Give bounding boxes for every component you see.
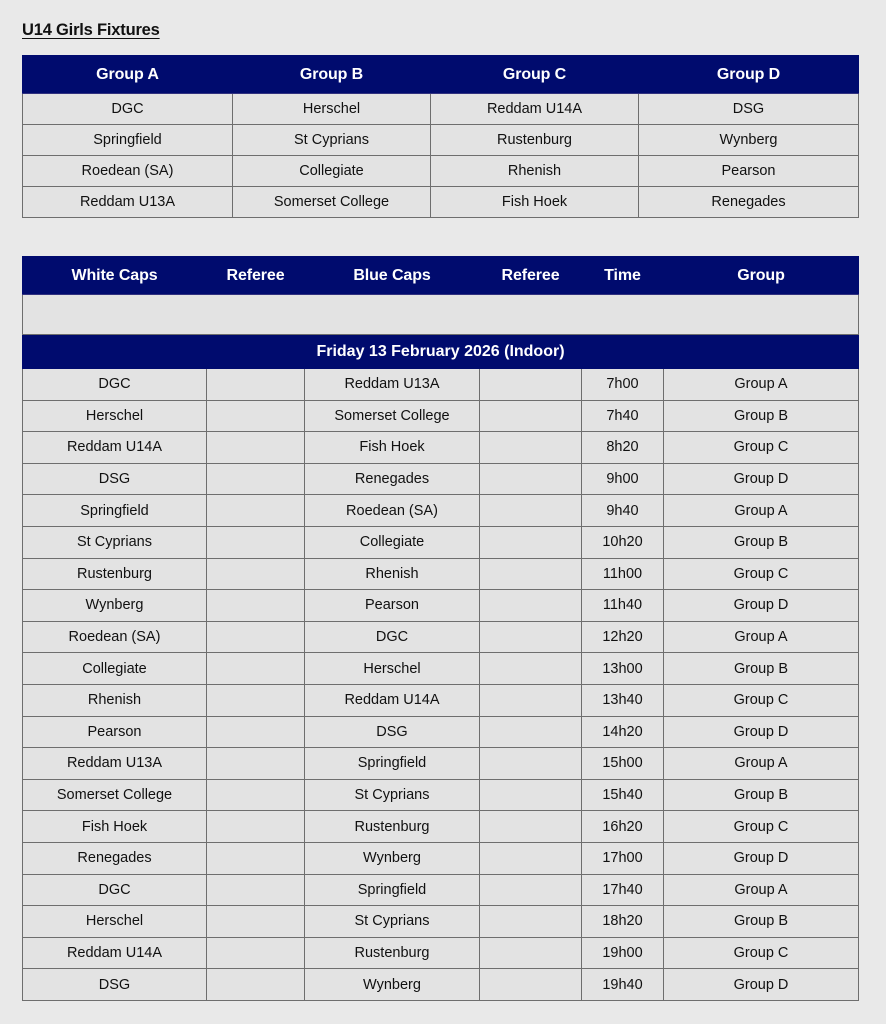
- blue-caps-cell: Springfield: [305, 874, 480, 906]
- schedule-header-time: Time: [582, 257, 664, 295]
- referee-cell[interactable]: [207, 937, 305, 969]
- blue-caps-cell: Pearson: [305, 590, 480, 622]
- referee-cell[interactable]: [480, 653, 582, 685]
- group-cell: Group A: [664, 748, 859, 780]
- date-banner-row: [23, 335, 859, 369]
- referee-cell[interactable]: [480, 842, 582, 874]
- referee-cell[interactable]: [207, 653, 305, 685]
- group-cell: Group B: [664, 526, 859, 558]
- referee-cell[interactable]: [480, 369, 582, 401]
- white-caps-cell: Renegades: [23, 842, 207, 874]
- white-caps-cell: Pearson: [23, 716, 207, 748]
- referee-cell[interactable]: [480, 621, 582, 653]
- groups-team-cell: Herschel: [233, 94, 431, 125]
- groups-table-row: [23, 125, 859, 156]
- white-caps-cell: Reddam U14A: [23, 432, 207, 464]
- blue-caps-cell: Roedean (SA): [305, 495, 480, 527]
- referee-cell[interactable]: [207, 590, 305, 622]
- time-cell: 17h00: [582, 842, 664, 874]
- schedule-header-blue-caps: Blue Caps: [305, 257, 480, 295]
- groups-header-b: Group B: [233, 56, 431, 94]
- referee-cell[interactable]: [480, 400, 582, 432]
- blue-caps-cell: Reddam U14A: [305, 684, 480, 716]
- time-cell: 11h00: [582, 558, 664, 590]
- blue-caps-cell: Rhenish: [305, 558, 480, 590]
- group-cell: Group B: [664, 653, 859, 685]
- white-caps-cell: Rhenish: [23, 684, 207, 716]
- blue-caps-cell: Herschel: [305, 653, 480, 685]
- referee-cell[interactable]: [207, 842, 305, 874]
- white-caps-cell: Fish Hoek: [23, 811, 207, 843]
- schedule-table-row: [23, 716, 859, 748]
- schedule-table-row: [23, 621, 859, 653]
- white-caps-cell: Roedean (SA): [23, 621, 207, 653]
- white-caps-cell: Reddam U13A: [23, 748, 207, 780]
- referee-cell[interactable]: [207, 526, 305, 558]
- white-caps-cell: Reddam U14A: [23, 937, 207, 969]
- referee-cell[interactable]: [207, 969, 305, 1001]
- blue-caps-cell: Collegiate: [305, 526, 480, 558]
- spacer-row: [23, 295, 859, 335]
- referee-cell[interactable]: [480, 779, 582, 811]
- blue-caps-cell: DSG: [305, 716, 480, 748]
- referee-cell[interactable]: [480, 684, 582, 716]
- groups-table-row: [23, 187, 859, 218]
- referee-cell[interactable]: [207, 495, 305, 527]
- schedule-header-row: [23, 257, 859, 295]
- schedule-table-row: [23, 937, 859, 969]
- referee-cell[interactable]: [480, 716, 582, 748]
- groups-table-header: [23, 56, 859, 94]
- schedule-header-referee-2: Referee: [480, 257, 582, 295]
- schedule-table-row: [23, 463, 859, 495]
- white-caps-cell: Springfield: [23, 495, 207, 527]
- blue-caps-cell: Somerset College: [305, 400, 480, 432]
- time-cell: 15h00: [582, 748, 664, 780]
- groups-header-row: [23, 56, 859, 94]
- blue-caps-cell: Renegades: [305, 463, 480, 495]
- referee-cell[interactable]: [480, 590, 582, 622]
- schedule-table-header: [23, 257, 859, 295]
- white-caps-cell: Collegiate: [23, 653, 207, 685]
- referee-cell[interactable]: [207, 684, 305, 716]
- time-cell: 15h40: [582, 779, 664, 811]
- groups-team-cell: Reddam U13A: [23, 187, 233, 218]
- spacer-cell: [23, 295, 859, 335]
- groups-team-cell: Rhenish: [431, 156, 639, 187]
- referee-cell[interactable]: [207, 874, 305, 906]
- time-cell: 16h20: [582, 811, 664, 843]
- blue-caps-cell: Fish Hoek: [305, 432, 480, 464]
- white-caps-cell: St Cyprians: [23, 526, 207, 558]
- schedule-table-row: [23, 684, 859, 716]
- time-cell: 13h40: [582, 684, 664, 716]
- time-cell: 19h40: [582, 969, 664, 1001]
- schedule-table-row: [23, 653, 859, 685]
- blue-caps-cell: Springfield: [305, 748, 480, 780]
- group-cell: Group D: [664, 969, 859, 1001]
- groups-team-cell: St Cyprians: [233, 125, 431, 156]
- group-cell: Group A: [664, 621, 859, 653]
- white-caps-cell: DSG: [23, 969, 207, 1001]
- group-cell: Group C: [664, 811, 859, 843]
- schedule-table-row: [23, 495, 859, 527]
- time-cell: 13h00: [582, 653, 664, 685]
- schedule-table-row: [23, 969, 859, 1001]
- referee-cell[interactable]: [207, 369, 305, 401]
- groups-team-cell: Fish Hoek: [431, 187, 639, 218]
- referee-cell[interactable]: [480, 495, 582, 527]
- group-cell: Group C: [664, 432, 859, 464]
- time-cell: 7h40: [582, 400, 664, 432]
- white-caps-cell: Herschel: [23, 400, 207, 432]
- schedule-table-row: [23, 779, 859, 811]
- referee-cell[interactable]: [207, 463, 305, 495]
- white-caps-cell: DGC: [23, 369, 207, 401]
- time-cell: 7h00: [582, 369, 664, 401]
- referee-cell[interactable]: [480, 526, 582, 558]
- schedule-table-row: [23, 842, 859, 874]
- referee-cell[interactable]: [480, 969, 582, 1001]
- groups-team-cell: Wynberg: [639, 125, 859, 156]
- blue-caps-cell: St Cyprians: [305, 906, 480, 938]
- referee-cell[interactable]: [207, 779, 305, 811]
- schedule-table-row: [23, 432, 859, 464]
- groups-team-cell: Reddam U14A: [431, 94, 639, 125]
- white-caps-cell: Somerset College: [23, 779, 207, 811]
- group-cell: Group C: [664, 558, 859, 590]
- referee-cell[interactable]: [480, 748, 582, 780]
- time-cell: 14h20: [582, 716, 664, 748]
- schedule-table-row: [23, 526, 859, 558]
- time-cell: 11h40: [582, 590, 664, 622]
- groups-header-a: Group A: [23, 56, 233, 94]
- group-cell: Group D: [664, 716, 859, 748]
- groups-header-c: Group C: [431, 56, 639, 94]
- groups-team-cell: DGC: [23, 94, 233, 125]
- groups-team-cell: Pearson: [639, 156, 859, 187]
- schedule-header-white-caps: White Caps: [23, 257, 207, 295]
- schedule-table-row: [23, 400, 859, 432]
- group-cell: Group A: [664, 495, 859, 527]
- group-cell: Group D: [664, 590, 859, 622]
- referee-cell[interactable]: [207, 811, 305, 843]
- time-cell: 8h20: [582, 432, 664, 464]
- referee-cell[interactable]: [480, 432, 582, 464]
- referee-cell[interactable]: [207, 716, 305, 748]
- group-cell: Group A: [664, 369, 859, 401]
- time-cell: 10h20: [582, 526, 664, 558]
- schedule-table-row: [23, 874, 859, 906]
- groups-table: [22, 55, 859, 218]
- schedule-header-group: Group: [664, 257, 859, 295]
- schedule-table-row: [23, 811, 859, 843]
- schedule-table-body: [23, 295, 859, 369]
- schedule-header-referee-1: Referee: [207, 257, 305, 295]
- groups-team-cell: Renegades: [639, 187, 859, 218]
- group-cell: Group B: [664, 779, 859, 811]
- time-cell: 19h00: [582, 937, 664, 969]
- group-cell: Group D: [664, 463, 859, 495]
- white-caps-cell: Wynberg: [23, 590, 207, 622]
- groups-team-cell: Somerset College: [233, 187, 431, 218]
- group-cell: Group C: [664, 684, 859, 716]
- schedule-match-rows: [23, 369, 859, 1001]
- schedule-table: [22, 256, 859, 1001]
- referee-cell[interactable]: [480, 874, 582, 906]
- blue-caps-cell: Rustenburg: [305, 937, 480, 969]
- referee-cell[interactable]: [207, 432, 305, 464]
- date-banner: Friday 13 February 2026 (Indoor): [23, 335, 859, 369]
- referee-cell[interactable]: [480, 558, 582, 590]
- white-caps-cell: DSG: [23, 463, 207, 495]
- blue-caps-cell: Wynberg: [305, 842, 480, 874]
- referee-cell[interactable]: [207, 621, 305, 653]
- time-cell: 12h20: [582, 621, 664, 653]
- referee-cell[interactable]: [207, 748, 305, 780]
- referee-cell[interactable]: [480, 463, 582, 495]
- group-cell: Group A: [664, 874, 859, 906]
- groups-table-row: [23, 94, 859, 125]
- referee-cell[interactable]: [207, 906, 305, 938]
- schedule-table-row: [23, 906, 859, 938]
- group-cell: Group D: [664, 842, 859, 874]
- referee-cell[interactable]: [480, 811, 582, 843]
- referee-cell[interactable]: [480, 906, 582, 938]
- time-cell: 18h20: [582, 906, 664, 938]
- schedule-table-row: [23, 558, 859, 590]
- referee-cell[interactable]: [480, 937, 582, 969]
- groups-header-d: Group D: [639, 56, 859, 94]
- blue-caps-cell: Wynberg: [305, 969, 480, 1001]
- referee-cell[interactable]: [207, 558, 305, 590]
- group-cell: Group C: [664, 937, 859, 969]
- group-cell: Group B: [664, 400, 859, 432]
- referee-cell[interactable]: [207, 400, 305, 432]
- groups-team-cell: Roedean (SA): [23, 156, 233, 187]
- time-cell: 17h40: [582, 874, 664, 906]
- time-cell: 9h40: [582, 495, 664, 527]
- groups-team-cell: Collegiate: [233, 156, 431, 187]
- blue-caps-cell: St Cyprians: [305, 779, 480, 811]
- white-caps-cell: DGC: [23, 874, 207, 906]
- blue-caps-cell: DGC: [305, 621, 480, 653]
- group-cell: Group B: [664, 906, 859, 938]
- page-title: U14 Girls Fixtures: [22, 21, 160, 39]
- blue-caps-cell: Rustenburg: [305, 811, 480, 843]
- schedule-table-row: [23, 590, 859, 622]
- time-cell: 9h00: [582, 463, 664, 495]
- groups-team-cell: Springfield: [23, 125, 233, 156]
- white-caps-cell: Herschel: [23, 906, 207, 938]
- groups-table-body: [23, 94, 859, 218]
- schedule-table-row: [23, 748, 859, 780]
- groups-team-cell: DSG: [639, 94, 859, 125]
- white-caps-cell: Rustenburg: [23, 558, 207, 590]
- groups-table-row: [23, 156, 859, 187]
- blue-caps-cell: Reddam U13A: [305, 369, 480, 401]
- groups-team-cell: Rustenburg: [431, 125, 639, 156]
- schedule-table-row: [23, 369, 859, 401]
